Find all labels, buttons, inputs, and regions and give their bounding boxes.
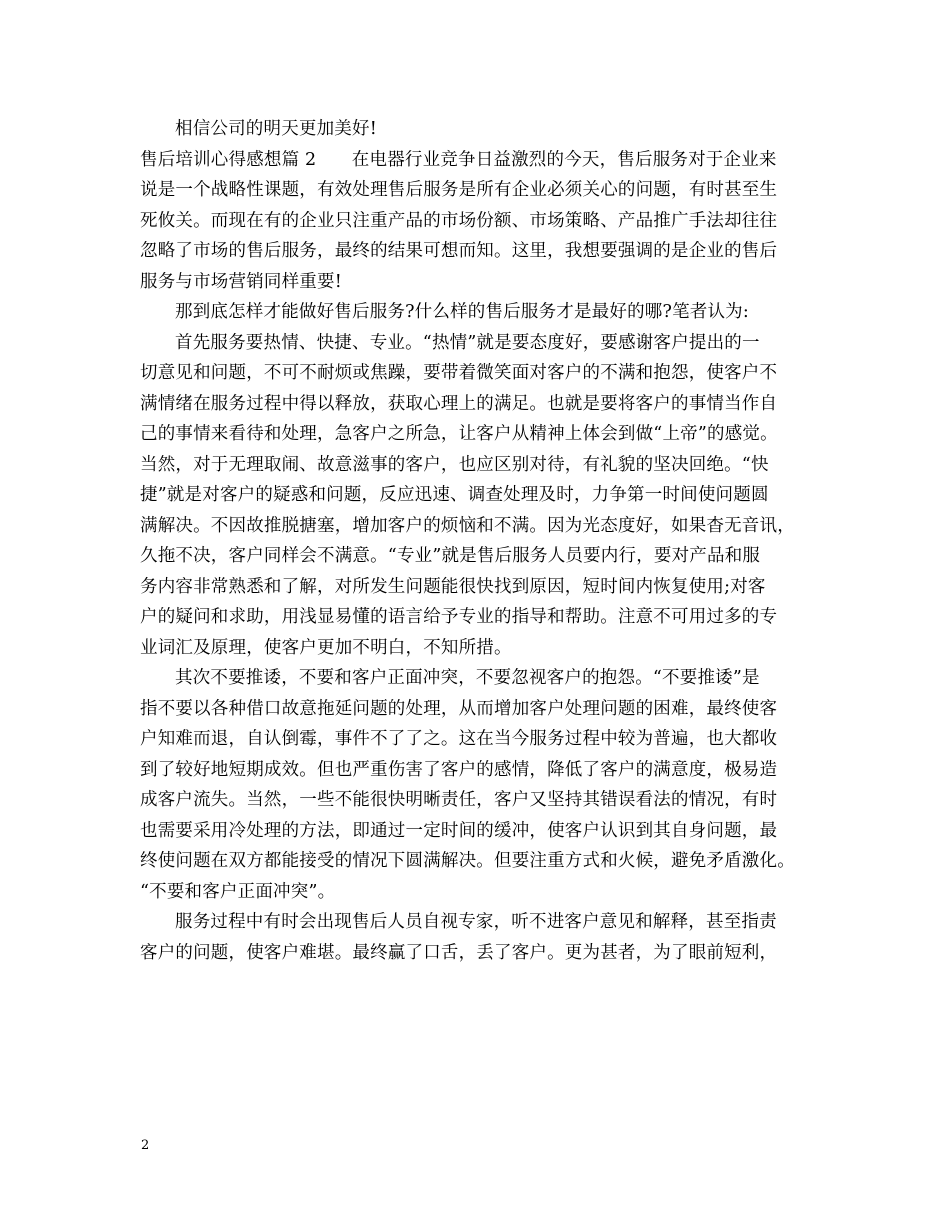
paragraph-line: 客户的问题，使客户难堪。最终赢了口舌，丢了客户。更为甚者，为了眼前短利，	[140, 942, 778, 963]
paragraph-line: 那到底怎样才能做好售后服务?什么样的售后服务才是最好的哪?笔者认为:	[175, 302, 749, 322]
paragraph-line: 相信公司的明天更加美好!	[175, 119, 377, 139]
body-text	[140, 114, 810, 968]
paragraph-line: 务内容非常熟悉和了解，对所发生问题能很快找到原因，短时间内恢复使用;对客	[140, 576, 766, 597]
paragraph-line: 户的疑问和求助，用浅显易懂的语言给予专业的指导和帮助。注意不可用过多的专	[140, 607, 778, 627]
paragraph-line: 户知难而退，自认倒霉，事件不了了之。这在当今服务过程中较为普遍，也大都收	[140, 729, 778, 749]
paragraph-line: 到了较好地短期成效。但也严重伤害了客户的感情，降低了客户的满意度，极易造	[140, 759, 778, 780]
paragraph-line: “不要和客户正面冲突”。	[140, 881, 336, 902]
paragraph-line: 捷”就是对客户的疑惑和问题，反应迅速、调查处理及时，力争第一时间使问题圆	[140, 485, 769, 505]
paragraph-line: 售后培训心得感想篇 2 在电器行业竞争日益激烈的今天，售后服务对于企业来	[140, 149, 777, 170]
paragraph-line: 其次不要推诿，不要和客户正面冲突，不要忽视客户的抱怨。“不要推诿”是	[175, 668, 760, 688]
paragraph-line: 己的事情来看待和处理，急客户之所急，让客户从精神上体会到做“上帝”的感觉。	[140, 424, 778, 444]
page-number: 2	[141, 1138, 150, 1153]
paragraph-line: 服务过程中有时会出现售后人员自视专家，听不进客户意见和解释，甚至指责	[175, 912, 777, 932]
paragraph-line: 服务与市场营销同样重要!	[140, 271, 342, 292]
paragraph-line: 也需要采用冷处理的方法，即通过一定时间的缓冲，使客户认识到其自身问题，最	[140, 820, 778, 841]
paragraph-line: 说是一个战略性课题，有效处理售后服务是所有企业必须关心的问题，有时甚至生	[140, 180, 778, 200]
paragraph-line: 久拖不决，客户同样会不满意。“专业”就是售后服务人员要内行，要对产品和服	[140, 546, 761, 566]
paragraph-line: 终使问题在双方都能接受的情况下圆满解决。但要注重方式和火候，避免矛盾激化。	[140, 851, 795, 871]
paragraph-line: 指不要以各种借口故意拖延问题的处理，从而增加客户处理问题的困难，最终使客	[140, 698, 778, 719]
paragraph-line: 忽略了市场的售后服务，最终的结果可想而知。这里，我想要强调的是企业的售后	[140, 241, 778, 261]
paragraph-line: 死攸关。而现在有的企业只注重产品的市场份额、市场策略、产品推广手法却往往	[140, 210, 778, 231]
paragraph-line: 满情绪在服务过程中得以释放，获取心理上的满足。也就是要将客户的事情当作自	[140, 393, 778, 414]
paragraph-line: 切意见和问题，不可不耐烦或焦躁，要带着微笑面对客户的不满和抱怨，使客户不	[140, 363, 778, 383]
paragraph-line: 首先服务要热情、快捷、专业。“热情”就是要态度好，要感谢客户提出的一	[175, 332, 760, 353]
paragraph-line: 当然，对于无理取闹、故意滋事的客户，也应区别对待，有礼貌的坚决回绝。“快	[140, 454, 769, 475]
paragraph-line: 满解决。不因故推脱搪塞，增加客户的烦恼和不满。因为光态度好，如果杳无音讯，	[140, 515, 795, 536]
paragraph-line: 成客户流失。当然，一些不能很快明晰责任，客户又坚持其错误看法的情况，有时	[140, 790, 778, 810]
paragraph-line: 业词汇及原理，使客户更加不明白，不知所措。	[140, 637, 512, 658]
